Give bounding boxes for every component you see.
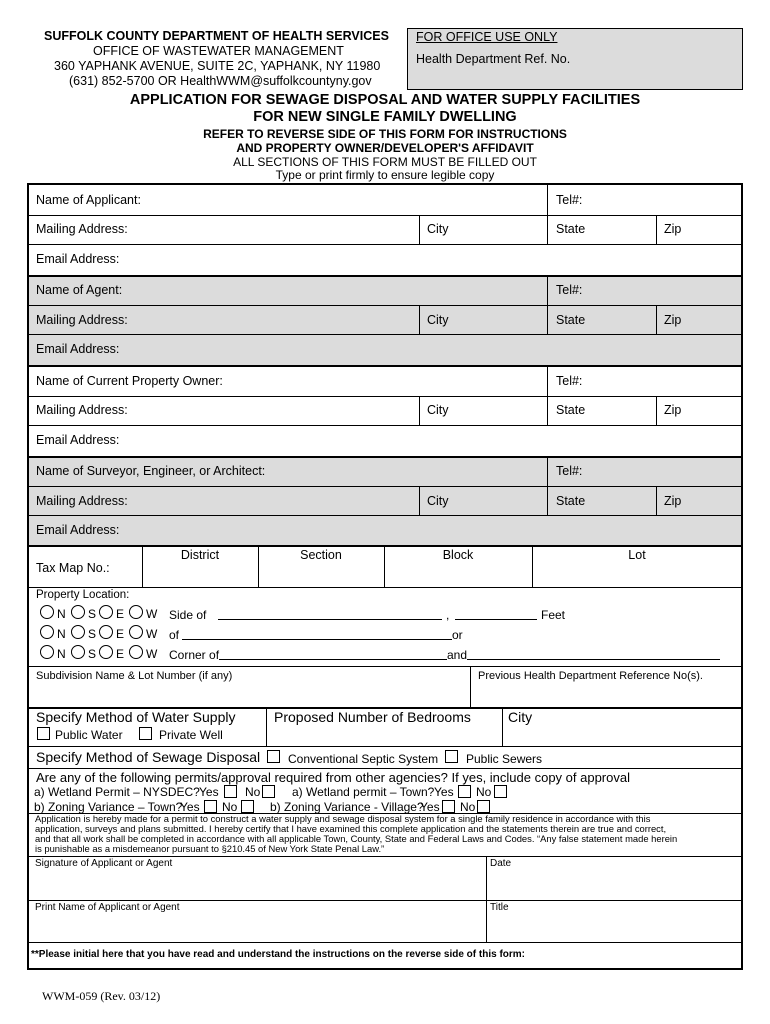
agent-email-label[interactable]: Email Address: — [36, 342, 120, 356]
dir-n-radio-3[interactable] — [40, 645, 54, 659]
wetland-town-yes-label: Yes — [434, 785, 454, 799]
surveyor-city-label[interactable]: City — [427, 494, 449, 508]
date-label[interactable]: Date — [490, 858, 512, 869]
owner-tel-label[interactable]: Tel#: — [556, 374, 583, 388]
public-sewers-checkbox[interactable] — [445, 750, 458, 763]
agent-zip-label[interactable]: Zip — [664, 313, 682, 327]
dir-e-label-2: E — [116, 627, 125, 641]
dir-s-radio-3[interactable] — [71, 645, 85, 659]
applicant-mailing-label[interactable]: Mailing Address: — [36, 222, 128, 236]
owner-city-label[interactable]: City — [427, 403, 449, 417]
wetland-nysdec-label: a) Wetland Permit – NYSDEC? — [34, 785, 200, 799]
zoning-town-label: b) Zoning Variance – Town? — [34, 800, 183, 814]
septic-label: Conventional Septic System — [288, 752, 439, 766]
dir-n-label: N — [57, 607, 66, 621]
owner-zip-label[interactable]: Zip — [664, 403, 682, 417]
dir-s-label: S — [88, 607, 97, 621]
certification-line-4: is punishable as a misdemeanor pursuant to §210.45 of New York State Penal Law.” — [35, 843, 385, 854]
permits-question: Are any of the following permits/approval required from other agencies? If yes, include copy of approval — [36, 770, 630, 785]
applicant-state-label[interactable]: State — [556, 222, 586, 236]
applicant-zip-label[interactable]: Zip — [664, 222, 682, 236]
subdivision-label[interactable]: Subdivision Name & Lot Number (if any) — [36, 670, 233, 682]
private-well-checkbox[interactable] — [139, 727, 152, 740]
septic-checkbox[interactable] — [267, 750, 280, 763]
wetland-town-no-label: No — [476, 785, 492, 799]
ref-no-label: Health Department Ref. No. — [416, 52, 571, 66]
corner-of-label: Corner of — [169, 648, 220, 662]
form-title-1: APPLICATION FOR SEWAGE DISPOSAL AND WATER SUPPLY FACILITIES — [129, 92, 641, 108]
office-use-box — [407, 28, 743, 90]
surveyor-zip-label[interactable]: Zip — [664, 494, 682, 508]
feet-field[interactable] — [455, 609, 537, 620]
public-water-label: Public Water — [55, 728, 123, 742]
dir-e-radio-2[interactable] — [99, 625, 113, 639]
property-location-label: Property Location: — [36, 589, 130, 601]
and-field[interactable] — [467, 649, 720, 660]
tax-map-label: Tax Map No.: — [36, 561, 110, 575]
dir-w-label: W — [146, 607, 158, 621]
applicant-name-label[interactable]: Name of Applicant: — [36, 193, 141, 207]
applicant-city-label[interactable]: City — [427, 222, 449, 236]
prev-ref-label[interactable]: Previous Health Department Reference No(s). — [478, 670, 703, 682]
feet-label: Feet — [541, 608, 566, 622]
wetland-town-label: a) Wetland permit – Town? — [292, 785, 435, 799]
all-sections-note: ALL SECTIONS OF THIS FORM MUST BE FILLED OUT — [233, 155, 537, 169]
zoning-town-yes-checkbox[interactable] — [204, 800, 217, 813]
office-contact: (631) 852-5700 OR HealthWWM@suffolkcountyny.gov — [69, 74, 372, 88]
wetland-nysdec-yes-checkbox[interactable] — [224, 785, 237, 798]
surveyor-state-label[interactable]: State — [556, 494, 586, 508]
office-address: 360 YAPHANK AVENUE, SUITE 2C, YAPHANK, NY 11980 — [54, 59, 381, 73]
dir-w-label-3: W — [146, 647, 158, 661]
form-number: WWM-059 (Rev. 03/12) — [42, 989, 161, 1003]
print-name-label[interactable]: Print Name of Applicant or Agent — [35, 902, 180, 913]
public-water-checkbox[interactable] — [37, 727, 50, 740]
dir-w-radio-2[interactable] — [129, 625, 143, 639]
public-sewers-label: Public Sewers — [466, 752, 543, 766]
dir-w-radio[interactable] — [129, 605, 143, 619]
wetland-town-no-checkbox[interactable] — [494, 785, 507, 798]
owner-name-label[interactable]: Name of Current Property Owner: — [36, 374, 223, 388]
dir-s-label-3: S — [88, 647, 97, 661]
surveyor-email-label[interactable]: Email Address: — [36, 523, 120, 537]
of-label: of — [169, 628, 180, 642]
dir-n-radio-2[interactable] — [40, 625, 54, 639]
certification-line-2: application, surveys and plans submitted. I hereby certify that I have examined this complete application and the statements therein are true and correct, — [35, 823, 667, 834]
dir-n-radio[interactable] — [40, 605, 54, 619]
applicant-tel-label[interactable]: Tel#: — [556, 193, 583, 207]
wetland-town-yes-checkbox[interactable] — [458, 785, 471, 798]
private-well-label: Private Well — [159, 728, 223, 742]
corner-of-field[interactable] — [219, 649, 447, 660]
water-city-label[interactable]: City — [508, 709, 533, 725]
sewage-label: Specify Method of Sewage Disposal — [36, 749, 261, 765]
zoning-village-no-label: No — [460, 800, 476, 814]
dir-w-label-2: W — [146, 627, 158, 641]
lot-label[interactable]: Lot — [628, 548, 646, 562]
surveyor-mailing-label[interactable]: Mailing Address: — [36, 494, 128, 508]
dir-e-radio[interactable] — [99, 605, 113, 619]
dir-s-label-2: S — [88, 627, 97, 641]
surveyor-tel-label[interactable]: Tel#: — [556, 464, 583, 478]
title-label[interactable]: Title — [490, 902, 509, 913]
applicant-email-label[interactable]: Email Address: — [36, 252, 120, 266]
zoning-village-yes-checkbox[interactable] — [442, 800, 455, 813]
certification-line-1: Application is hereby made for a permit to construct a water supply and sewage disposal system for a single family residence in accordance with this — [35, 813, 651, 824]
certification-line-3: and that all work shall be completed in accordance with all applicable Town, County, State and Federal Laws and Codes. “Any false statement made herein — [35, 833, 678, 844]
block-label[interactable]: Block — [442, 548, 474, 562]
agent-name-label[interactable]: Name of Agent: — [36, 283, 123, 297]
form-title-2: FOR NEW SINGLE FAMILY DWELLING — [253, 109, 517, 125]
owner-email-label[interactable]: Email Address: — [36, 433, 120, 447]
owner-state-label[interactable]: State — [556, 403, 586, 417]
initial-instructions[interactable]: **Please initial here that you have read and understand the instructions on the reverse side of this form: — [31, 949, 526, 960]
zoning-town-no-label: No — [222, 800, 238, 814]
agent-state-label[interactable]: State — [556, 313, 586, 327]
dir-s-radio[interactable] — [71, 605, 85, 619]
dir-e-radio-3[interactable] — [99, 645, 113, 659]
wetland-nysdec-yes-label: Yes — [199, 785, 219, 799]
refer-affidavit: AND PROPERTY OWNER/DEVELOPER'S AFFIDAVIT — [236, 141, 534, 155]
owner-mailing-label[interactable]: Mailing Address: — [36, 403, 128, 417]
dir-e-label-3: E — [116, 647, 125, 661]
bedrooms-label[interactable]: Proposed Number of Bedrooms — [274, 709, 471, 725]
type-print-note: Type or print firmly to ensure legible copy — [275, 168, 495, 182]
of-field[interactable] — [182, 629, 452, 640]
agent-city-label[interactable]: City — [427, 313, 449, 327]
zoning-village-yes-label: Yes — [420, 800, 440, 814]
district-label[interactable]: District — [180, 548, 220, 562]
side-of-label: Side of — [169, 608, 207, 622]
wetland-nysdec-no-checkbox[interactable] — [262, 785, 275, 798]
refer-instructions: REFER TO REVERSE SIDE OF THIS FORM FOR INSTRUCTIONS — [203, 127, 567, 141]
zoning-village-no-checkbox[interactable] — [477, 800, 490, 813]
and-label: and — [447, 648, 468, 662]
signature-label[interactable]: Signature of Applicant or Agent — [35, 858, 173, 869]
dir-n-label-3: N — [57, 647, 66, 661]
dir-n-label-2: N — [57, 627, 66, 641]
surveyor-name-label[interactable]: Name of Surveyor, Engineer, or Architect: — [36, 464, 266, 478]
zoning-town-no-checkbox[interactable] — [241, 800, 254, 813]
office-use-label: FOR OFFICE USE ONLY — [416, 30, 558, 44]
office-name: OFFICE OF WASTEWATER MANAGEMENT — [93, 44, 344, 58]
water-supply-label: Specify Method of Water Supply — [36, 709, 236, 725]
section-label[interactable]: Section — [300, 548, 342, 562]
zoning-town-yes-label: Yes — [180, 800, 200, 814]
agent-mailing-label[interactable]: Mailing Address: — [36, 313, 128, 327]
wetland-nysdec-no-label: No — [245, 785, 261, 799]
agent-tel-label[interactable]: Tel#: — [556, 283, 583, 297]
or-label: or — [452, 628, 463, 642]
dept-name: SUFFOLK COUNTY DEPARTMENT OF HEALTH SERVICES — [44, 29, 389, 43]
dir-w-radio-3[interactable] — [129, 645, 143, 659]
side-of-field[interactable] — [218, 609, 442, 620]
dir-s-radio-2[interactable] — [71, 625, 85, 639]
zoning-village-label: b) Zoning Variance - Village? — [270, 800, 424, 814]
dir-e-label: E — [116, 607, 125, 621]
